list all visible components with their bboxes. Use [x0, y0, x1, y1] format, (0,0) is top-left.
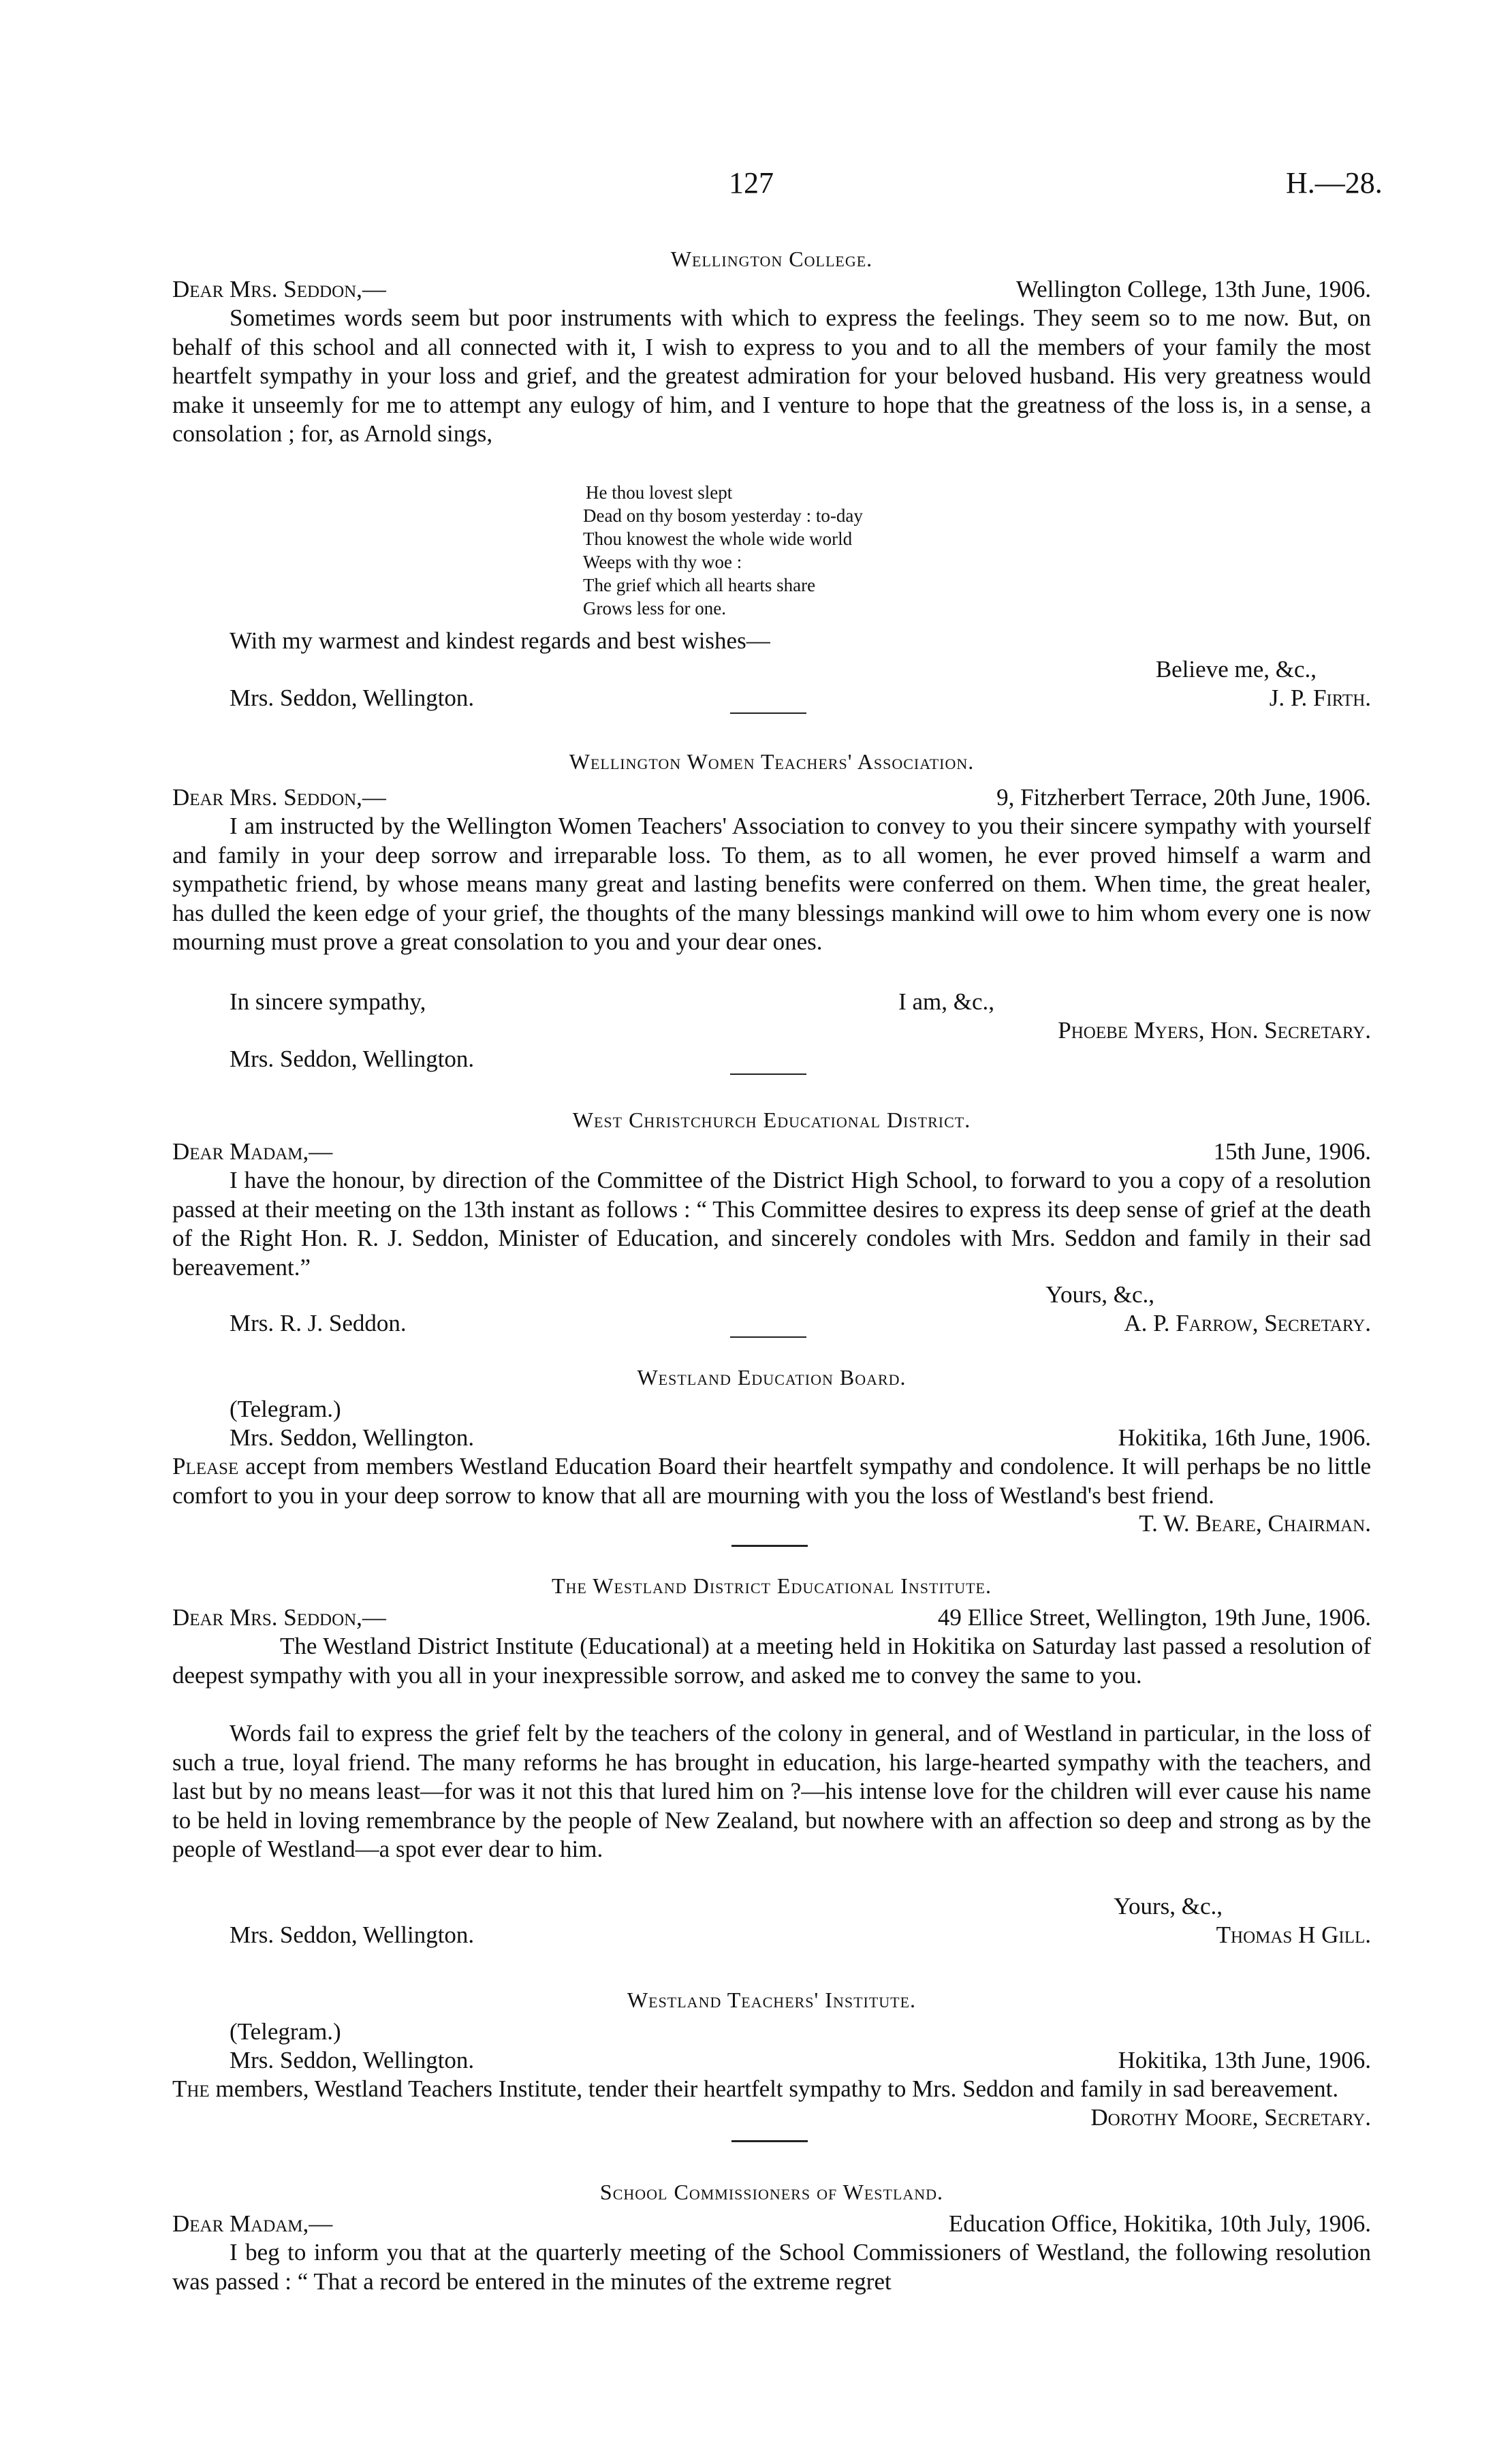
closing-line: In sincere sympathy, [230, 988, 426, 1015]
salutation: Dear Madam,— [172, 2210, 333, 2237]
address-date: Hokitika, 16th June, 1906. [1118, 1424, 1371, 1451]
separator-rule [730, 1073, 806, 1075]
letter-body: I beg to inform you that at the quarterly meeting of the School Commissioners of Westland, the following resolution was passed : “ That a record be entered in the minutes of the extreme regret [172, 2239, 1371, 2295]
letter-salutation-row [172, 783, 1371, 812]
telegram-label: (Telegram.) [230, 2018, 341, 2045]
recipient-date-row [172, 2046, 1371, 2075]
recipient-row [172, 1045, 1371, 1073]
letter-heading: West Christchurch Educational District. [572, 1108, 971, 1132]
letter-salutation-row [172, 1603, 1371, 1632]
recipient: Mrs. Seddon, Wellington. [230, 685, 475, 711]
signoff: Yours, &c., [1045, 1281, 1154, 1308]
poem-line: Grows less for one. [583, 598, 726, 618]
salutation: Dear Mrs. Seddon,— [172, 784, 386, 811]
letter-heading: School Commissioners of Westland. [599, 2180, 944, 2204]
recipient: Mrs. Seddon, Wellington. [230, 1046, 475, 1072]
letter-salutation-row [172, 1138, 1371, 1166]
signoff: Yours, &c., [1100, 1892, 1223, 1921]
poem-line: The grief which all hearts share [583, 575, 816, 595]
signature: J. P. Firth. [1269, 685, 1371, 711]
signature: A. P. Farrow, Secretary. [1124, 1310, 1371, 1336]
page-reference: H.—28. [1286, 166, 1383, 200]
recipient-signature-row [172, 1309, 1371, 1338]
telegram-row [172, 2018, 1371, 2046]
letter-body [172, 2075, 1371, 2104]
separator-rule [731, 2140, 808, 2142]
letter-body-continued: Words fail to express the grief felt by the teachers of the colony in general, and of Westland in particular, in the loss of such a true, loyal friend. The many reforms he has brought in education, his large-hearted sympathy with the teachers, and last but by no means least—for was it not this that lured him on ?—his intense love for the children will ever cause his name to be held in loving remembrance by the people of New Zealand, but nowhere with an affection so deep and strong as by the people of Westland—a spot ever dear to him. [172, 1720, 1371, 1862]
address-date: 9, Fitzherbert Terrace, 20th June, 1906. [996, 784, 1371, 811]
letter-heading: Wellington College. [670, 247, 873, 271]
letter-heading: The Westland District Educational Institute. [552, 1573, 992, 1598]
letter-heading: Wellington Women Teachers' Association. [569, 749, 975, 774]
body-text: members, Westland Teachers Institute, tender their heartfelt sympathy to Mrs. Seddon and family in sad bereavement. [215, 2075, 1339, 2102]
letter-salutation-row [172, 275, 1371, 304]
separator-rule [730, 712, 806, 714]
recipient: Mrs. Seddon, Wellington. [230, 2047, 475, 2073]
recipient-date-row [172, 1424, 1371, 1452]
separator-rule [730, 1336, 806, 1338]
signature: T. W. Beare, Chairman. [1139, 1510, 1371, 1537]
poem-line: Weeps with thy woe : [583, 552, 742, 572]
telegram-row [172, 1395, 1371, 1424]
letter-body [172, 1452, 1371, 1510]
letter-heading: Westland Teachers' Institute. [627, 1988, 917, 2012]
closing-row [172, 988, 1371, 1016]
salutation: Dear Madam,— [172, 1138, 333, 1165]
recipient-signature-row [172, 1921, 1371, 1949]
telegram-label: (Telegram.) [230, 1396, 341, 1422]
letter-body: I have the honour, by direction of the Committee of the District High School, to forward to you a copy of a resolution passed at their meeting on the 13th instant as follows : “ This Committee desires to express its deep sense of grief at the death of the Right Hon. R. J. Seddon, Minister of Education, and sincerely condoles with Mrs. Seddon and family in their sad bereavement.” [172, 1167, 1371, 1281]
salutation: Dear Mrs. Seddon,— [172, 1604, 386, 1631]
recipient: Mrs. R. J. Seddon. [230, 1310, 407, 1336]
separator-rule [731, 1545, 808, 1547]
poem-quote [583, 481, 863, 620]
closing-line: With my warmest and kindest regards and best wishes— [230, 627, 770, 654]
signature: Dorothy Moore, Secretary. [1077, 2103, 1371, 2132]
body-lead: Please [172, 1453, 239, 1479]
address-date: 15th June, 1906. [1213, 1138, 1371, 1165]
body-text: accept from members Westland Education Board their heartfelt sympathy and condolence. It will perhaps be no little comfort to you in your deep sorrow to know that all are mourning with you the loss of Westland's best friend. [172, 1453, 1372, 1509]
letter-body: Sometimes words seem but poor instruments with which to express the feelings. They seem so to me now. But, on behalf of this school and all connected with it, I wish to express to you and to all the members of your family the most heartfelt sympathy in your loss and grief, and the greatest admiration for your beloved husband. His very greatness would make it unseemly for me to attempt any eulogy of him, and I venture to hope that the greatness of the loss is, in a sense, a consolation ; for, as Arnold sings, [172, 304, 1371, 447]
poem-line: Thou knowest the whole wide world [583, 529, 853, 549]
letter-body: I am instructed by the Wellington Women Teachers' Association to convey to you their sincere sympathy with yourself and family in your deep sorrow and irreparable loss. To them, as to all women, he ever proved himself a warm and sympathetic friend, by whose means many great and lasting benefits were conferred on them. When time, the great healer, has dulled the keen edge of your grief, the thoughts of the many blessings mankind will owe to him whom every one is now mourning must prove a great consolation to you and your dear ones. [172, 813, 1371, 955]
page-number: 127 [729, 166, 774, 200]
recipient: Mrs. Seddon, Wellington. [230, 1922, 475, 1948]
signoff: I am, &c., [898, 988, 994, 1015]
recipient-signature-row [172, 684, 1371, 712]
poem-line: He thou lovest slept [586, 482, 733, 503]
signature: Thomas H Gill. [1216, 1922, 1371, 1948]
body-lead: The [172, 2075, 210, 2102]
poem-line: Dead on thy bosom yesterday : to-day [583, 505, 863, 526]
address-date: Wellington College, 13th June, 1906. [1015, 276, 1371, 302]
signature: Phoebe Myers, Hon. Secretary. [1058, 1017, 1371, 1044]
letter-body: The Westland District Institute (Educational) at a meeting held in Hokitika on Saturday last passed a resolution of deepest sympathy with you all in your inexpressible sorrow, and asked me to convey the same to you. [172, 1633, 1371, 1689]
address-date: 49 Ellice Street, Wellington, 19th June, 1906. [937, 1604, 1371, 1631]
address-date: Education Office, Hokitika, 10th July, 1906. [948, 2210, 1371, 2237]
signoff: Believe me, &c., [1155, 656, 1317, 683]
page-header [0, 166, 1512, 206]
letter-salutation-row [172, 2210, 1371, 2238]
salutation: Dear Mrs. Seddon,— [172, 276, 386, 302]
recipient: Mrs. Seddon, Wellington. [230, 1424, 475, 1451]
letter-heading: Westland Education Board. [637, 1365, 907, 1390]
address-date: Hokitika, 13th June, 1906. [1118, 2047, 1371, 2073]
